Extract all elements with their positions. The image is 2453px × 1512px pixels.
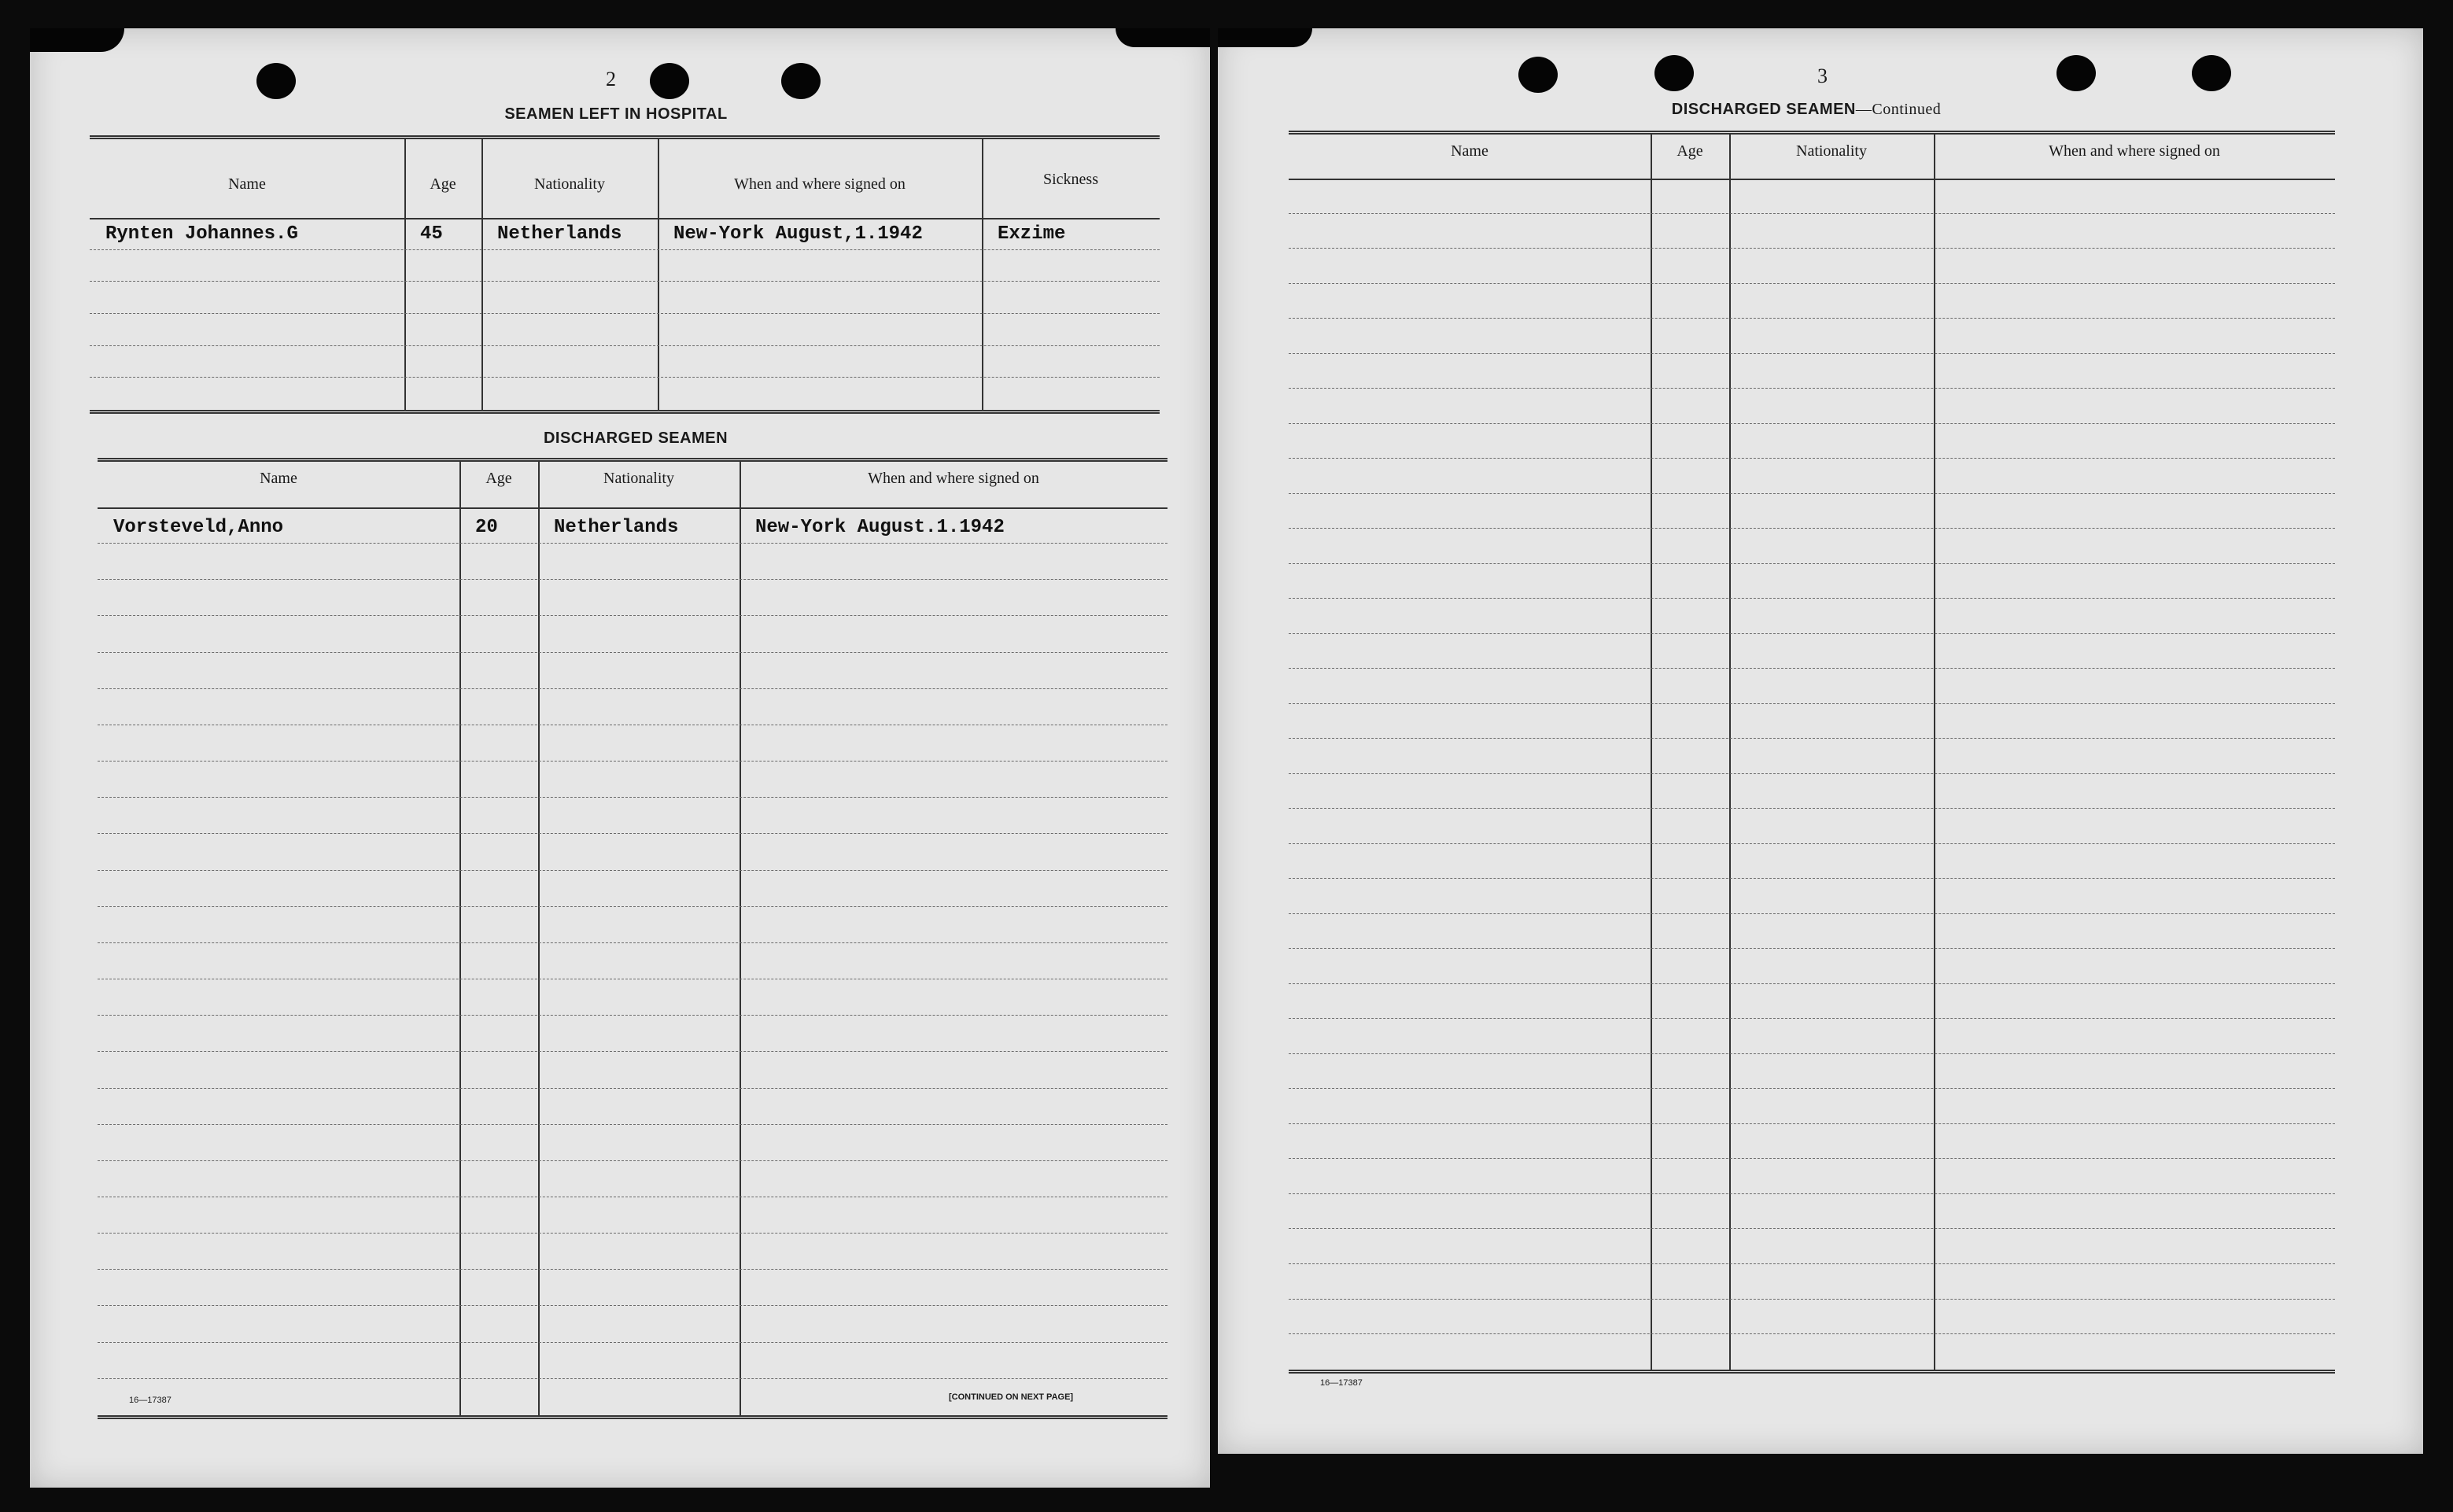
torn-edge (1218, 28, 1312, 47)
blank-row (98, 725, 1167, 762)
cell-age: 45 (420, 223, 443, 245)
table-row (90, 218, 1160, 250)
blank-row (1289, 879, 2335, 914)
column-header-nationality: Nationality (1796, 142, 1867, 160)
blank-row (1289, 1124, 2335, 1160)
hospital-table (90, 135, 1160, 414)
blank-row (98, 943, 1167, 979)
page-number: 2 (606, 68, 616, 90)
blank-row (98, 544, 1167, 580)
column-header-name: Name (260, 470, 297, 487)
blank-row (1289, 914, 2335, 950)
right-page (1218, 28, 2423, 1454)
blank-row (1289, 1264, 2335, 1300)
blank-row (1289, 739, 2335, 774)
blank-row (1289, 1300, 2335, 1335)
blank-row (1289, 529, 2335, 564)
blank-row (98, 1197, 1167, 1234)
hospital-section-title: SEAMEN LEFT IN HOSPITAL (504, 105, 728, 123)
column-header-nationality: Nationality (603, 470, 674, 487)
blank-row (1289, 424, 2335, 459)
column-header-age: Age (430, 175, 456, 193)
form-code: 16—17387 (1320, 1378, 1363, 1388)
table-body (98, 507, 1167, 1415)
punch-hole (1518, 57, 1558, 93)
blank-row (1289, 1194, 2335, 1230)
table-body (1289, 179, 2335, 1370)
blank-row (1289, 1054, 2335, 1090)
blank-row (98, 979, 1167, 1016)
blank-row (98, 1052, 1167, 1088)
punch-hole (781, 63, 821, 99)
blank-row (98, 871, 1167, 907)
blank-row (98, 689, 1167, 725)
blank-row (98, 1343, 1167, 1379)
punch-hole (2056, 55, 2096, 91)
column-header-name: Name (1451, 142, 1488, 160)
blank-row (98, 653, 1167, 689)
column-header-signed-on: When and where signed on (734, 175, 906, 193)
blank-row (1289, 389, 2335, 424)
blank-row (98, 907, 1167, 943)
blank-row (1289, 984, 2335, 1020)
column-header-name: Name (228, 175, 266, 193)
blank-row (98, 762, 1167, 798)
blank-row (1289, 214, 2335, 249)
blank-row (98, 1161, 1167, 1197)
blank-row (1289, 634, 2335, 669)
cell-nationality: Netherlands (554, 517, 679, 539)
column-header-age: Age (485, 470, 512, 487)
punch-hole (2192, 55, 2231, 91)
column-header-signed-on: When and where signed on (2049, 142, 2220, 160)
blank-row (1289, 319, 2335, 354)
column-header-age: Age (1677, 142, 1703, 160)
discharged-continued-title (1672, 101, 1941, 119)
blank-row (98, 834, 1167, 870)
page-number: 3 (1817, 65, 1828, 87)
blank-row (98, 1016, 1167, 1052)
title-suffix: —Continued (1855, 101, 1942, 118)
blank-row (1289, 809, 2335, 844)
table-header (90, 139, 1160, 219)
cell-age: 20 (475, 517, 498, 539)
torn-edge (1116, 28, 1210, 47)
table-row (98, 507, 1167, 544)
cell-name: Vorsteveld,Anno (113, 517, 284, 539)
title-main: DISCHARGED SEAMEN (1671, 101, 1856, 118)
torn-corner (30, 28, 124, 52)
cell-signed-on: New-York August,1.1942 (673, 223, 923, 245)
blank-row (1289, 179, 2335, 214)
cell-name: Rynten Johannes.G (105, 223, 298, 245)
blank-row (1289, 564, 2335, 599)
cell-sickness: Exzime (998, 223, 1066, 245)
discharged-continued-table (1289, 131, 2335, 1374)
column-header-signed-on: When and where signed on (868, 470, 1039, 487)
punch-hole (1654, 55, 1694, 91)
continued-note: [CONTINUED ON NEXT PAGE] (949, 1392, 1074, 1402)
blank-row (98, 1125, 1167, 1161)
discharged-section-title: DISCHARGED SEAMEN (543, 430, 729, 447)
punch-hole (650, 63, 689, 99)
cell-nationality: Netherlands (497, 223, 622, 245)
blank-row (90, 250, 1160, 282)
blank-row (1289, 704, 2335, 739)
blank-row (1289, 669, 2335, 704)
table-body (90, 218, 1160, 410)
blank-row (1289, 1229, 2335, 1264)
blank-row (1289, 1159, 2335, 1194)
form-code: 16—17387 (129, 1396, 172, 1405)
blank-row (90, 314, 1160, 346)
discharged-table (98, 458, 1167, 1419)
blank-row (1289, 1089, 2335, 1124)
table-header (1289, 135, 2335, 180)
blank-row (98, 1089, 1167, 1125)
cell-signed-on: New-York August.1.1942 (755, 517, 1005, 539)
blank-row (98, 580, 1167, 616)
blank-row (98, 798, 1167, 834)
blank-row (1289, 599, 2335, 634)
blank-row (1289, 459, 2335, 494)
blank-row (1289, 1019, 2335, 1054)
blank-row (98, 1234, 1167, 1270)
blank-row (90, 346, 1160, 378)
blank-row (1289, 844, 2335, 880)
blank-row (90, 282, 1160, 314)
blank-row (90, 378, 1160, 410)
column-header-sickness: Sickness (1043, 171, 1098, 188)
blank-row (1289, 249, 2335, 284)
blank-row (1289, 354, 2335, 389)
blank-row (1289, 949, 2335, 984)
blank-row (98, 616, 1167, 652)
blank-row (98, 1306, 1167, 1342)
column-header-nationality: Nationality (534, 175, 605, 193)
blank-row (1289, 1334, 2335, 1370)
table-header (98, 462, 1167, 509)
blank-row (1289, 494, 2335, 529)
blank-row (1289, 284, 2335, 319)
blank-row (1289, 774, 2335, 809)
blank-row (98, 1270, 1167, 1306)
left-page (30, 28, 1210, 1488)
punch-hole (256, 63, 296, 99)
